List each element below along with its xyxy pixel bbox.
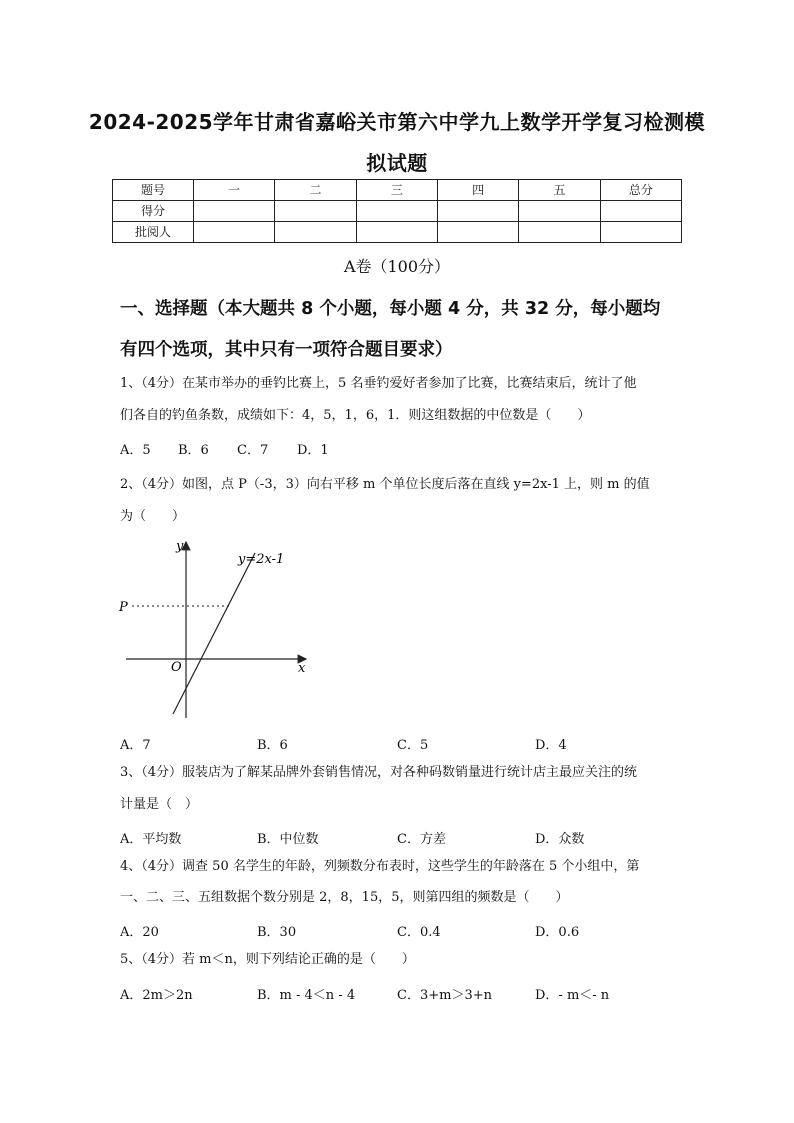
- q3-option-a: A．平均数: [120, 832, 182, 847]
- table-cell: [437, 222, 518, 243]
- question-1-line2: 们各自的钓鱼条数，成绩如下：4，5，1，6，1．则这组数据的中位数是（ ）: [120, 408, 591, 423]
- question-5-line1: 5、（4分）若 m＜n，则下列结论正确的是（ ）: [120, 952, 415, 967]
- q3-option-d: D．众数: [535, 832, 585, 847]
- q4-option-d: D．0.6: [535, 925, 580, 940]
- table-cell: [275, 222, 356, 243]
- table-cell: [194, 222, 275, 243]
- q4-option-b: B．30: [257, 925, 297, 940]
- table-cell: [519, 222, 600, 243]
- paper-a-heading: A卷（100分）: [343, 257, 451, 276]
- y-axis-label: y: [176, 539, 184, 554]
- q2-option-d: D．4: [535, 738, 567, 753]
- question-1-line1: 1、（4分）在某市举办的垂钓比赛上，5 名垂钓爱好者参加了比赛，比赛结束后，统计了他: [120, 376, 637, 391]
- q3-option-b: B．中位数: [257, 832, 319, 847]
- q5-option-b: B．m - 4＜n - 4: [257, 988, 356, 1003]
- x-axis-label: x: [298, 661, 306, 676]
- score-table-row: [113, 180, 682, 201]
- q1-option-a: A．5: [120, 443, 151, 458]
- document-title-line2: 拟试题: [366, 151, 428, 175]
- table-cell: 得分: [113, 201, 194, 222]
- function-line: [173, 553, 255, 714]
- table-cell: 四: [437, 180, 518, 201]
- table-cell: [356, 222, 437, 243]
- table-cell: 题号: [113, 180, 194, 201]
- q2-option-a: A．7: [120, 738, 151, 753]
- q5-option-c: C．3+m＞3+n: [397, 988, 492, 1003]
- question-2-line1: 2、（4分）如图，点 P（-3，3）向右平移 m 个单位长度后落在直线 y=2x-1 上，则 m 的值: [120, 477, 650, 492]
- table-cell: [600, 222, 681, 243]
- table-cell: 一: [194, 180, 275, 201]
- question-4-line2: 一、二、三、五组数据个数分别是 2，8，15，5，则第四组的频数是（ ）: [120, 890, 569, 905]
- question-2-line2: 为（ ）: [120, 509, 186, 524]
- q1-option-c: C．7: [237, 443, 269, 458]
- q5-option-d: D．- m＜- n: [535, 988, 610, 1003]
- table-cell: [519, 201, 600, 222]
- q2-option-b: B．6: [257, 738, 288, 753]
- q4-option-c: C．0.4: [397, 925, 441, 940]
- table-cell: [356, 201, 437, 222]
- question-3-line2: 计量是（ ）: [120, 797, 199, 812]
- table-cell: 批阅人: [113, 222, 194, 243]
- q4-option-a: A．20: [120, 925, 159, 940]
- score-table-row: [113, 201, 682, 222]
- q5-option-a: A．2m＞2n: [120, 988, 193, 1003]
- line-equation-label: y=2x-1: [238, 552, 285, 567]
- table-cell: [194, 201, 275, 222]
- table-cell: [437, 201, 518, 222]
- table-cell: 二: [275, 180, 356, 201]
- document-title-line1: 2024-2025学年甘肃省嘉峪关市第六中学九上数学开学复习检测模: [88, 110, 706, 134]
- question-4-line1: 4、（4分）调查 50 名学生的年龄，列频数分布表时，这些学生的年龄落在 5 个小组中，第: [120, 859, 640, 874]
- table-cell: [275, 201, 356, 222]
- point-p-label: P: [119, 600, 128, 615]
- origin-label: O: [171, 660, 182, 675]
- question-3-line1: 3、（4分）服装店为了解某品牌外套销售情况，对各种码数销量进行统计店主最应关注的统: [120, 765, 638, 780]
- table-cell: 五: [519, 180, 600, 201]
- table-cell: 总分: [600, 180, 681, 201]
- q1-option-b: B．6: [178, 443, 209, 458]
- table-cell: 三: [356, 180, 437, 201]
- score-table-row: [113, 222, 682, 243]
- q3-option-c: C．方差: [397, 832, 446, 847]
- function-graph: [118, 536, 313, 721]
- table-cell: [600, 201, 681, 222]
- section-heading-line1: 一、选择题（本大题共 8 个小题，每小题 4 分，共 32 分，每小题均: [120, 299, 661, 319]
- score-table: [112, 179, 682, 243]
- q2-option-c: C．5: [397, 738, 429, 753]
- section-heading-line2: 有四个选项，其中只有一项符合题目要求）: [120, 340, 453, 360]
- q1-option-d: D．1: [297, 443, 329, 458]
